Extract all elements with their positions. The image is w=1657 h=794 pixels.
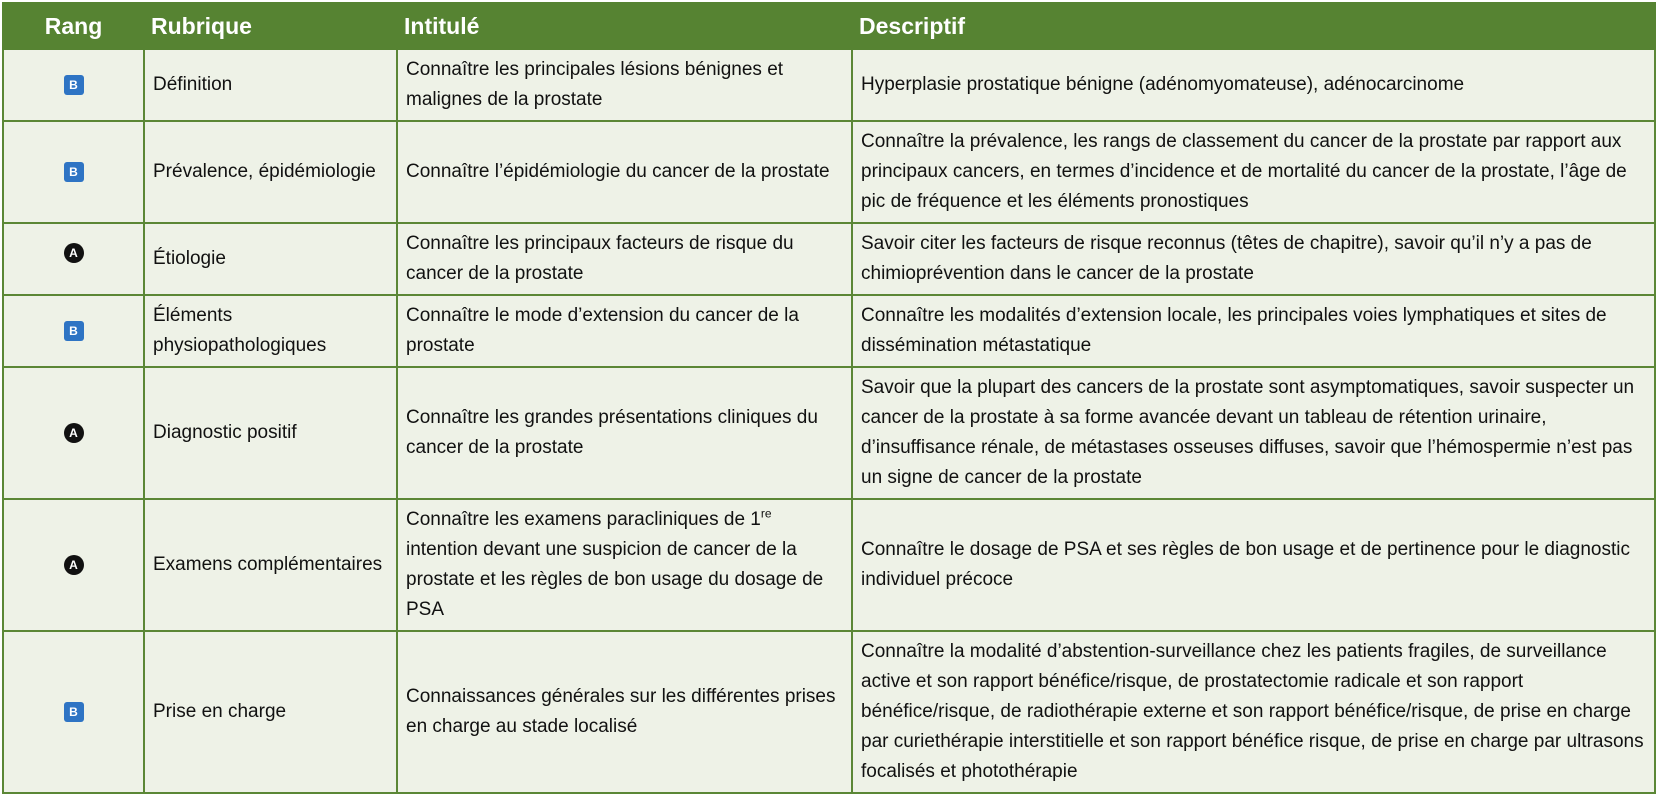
rang-cell: [3, 223, 144, 295]
rubrique-cell: Diagnostic positif: [144, 367, 397, 499]
intitule-text: Connaître les examens paracliniques de 1: [406, 509, 761, 530]
rubrique-cell: Éléments physiopathologiques: [144, 295, 397, 367]
descriptif-cell: Savoir que la plupart des cancers de la prostate sont asymptomatiques, savoir suspecter un cancer de la prostate à sa forme avancée devant un tableau de rétention urinaire, d’insuffisance rénale, de métastases osseuses diffuses, savoir que l’hémospermie n’est pas un signe de cancer de la prostate: [852, 367, 1655, 499]
rank-a-badge-icon: A: [64, 555, 84, 575]
objectives-table: [2, 2, 1656, 794]
rubrique-cell: Prise en charge: [144, 631, 397, 793]
rubrique-cell: Étiologie: [144, 223, 397, 295]
table-row: [3, 367, 1655, 499]
header-intitule: Intitulé: [397, 3, 852, 49]
descriptif-cell: Connaître la modalité d’abstention-surveillance chez les patients fragiles, de surveillance active et son rapport bénéfice/risque, de prostatectomie radicale et son rapport bénéfice/risque, de radiothérapie externe et son rapport bénéfice/risque, de prise en charge par curiethérapie interstitielle et son rapport bénéfice risque, de prise en charge par ultrasons focalisés et photothérapie: [852, 631, 1655, 793]
rang-cell: [3, 121, 144, 223]
table-row: [3, 631, 1655, 793]
descriptif-cell: Connaître la prévalence, les rangs de classement du cancer de la prostate par rapport aux principaux cancers, en termes d’incidence et de mortalité du cancer de la prostate, l’âge de pic de fréquence et les éléments pronostiques: [852, 121, 1655, 223]
rang-cell: [3, 295, 144, 367]
intitule-cell: Connaissances générales sur les différentes prises en charge au stade localisé: [397, 631, 852, 793]
intitule-cell: [397, 499, 852, 631]
table-header-row: [3, 3, 1655, 49]
intitule-cell: Connaître le mode d’extension du cancer de la prostate: [397, 295, 852, 367]
rubrique-cell: Examens complémentaires: [144, 499, 397, 631]
rank-b-badge-icon: B: [64, 702, 84, 722]
descriptif-cell: Connaître les modalités d’extension locale, les principales voies lymphatiques et sites de dissémination métastatique: [852, 295, 1655, 367]
descriptif-cell: Connaître le dosage de PSA et ses règles de bon usage et de pertinence pour le diagnostic individuel précoce: [852, 499, 1655, 631]
table-row: [3, 223, 1655, 295]
rank-b-badge-icon: B: [64, 75, 84, 95]
rang-cell: [3, 499, 144, 631]
table-row: [3, 295, 1655, 367]
intitule-cell: Connaître l’épidémiologie du cancer de la prostate: [397, 121, 852, 223]
rang-cell: [3, 49, 144, 121]
rank-b-badge-icon: B: [64, 162, 84, 182]
header-rubrique: Rubrique: [144, 3, 397, 49]
table-row: [3, 121, 1655, 223]
table-row: [3, 499, 1655, 631]
rubrique-cell: Définition: [144, 49, 397, 121]
descriptif-cell: Savoir citer les facteurs de risque reconnus (têtes de chapitre), savoir qu’il n’y a pas de chimioprévention dans le cancer de la prostate: [852, 223, 1655, 295]
intitule-cell: Connaître les principaux facteurs de risque du cancer de la prostate: [397, 223, 852, 295]
ordinal-superscript: re: [760, 506, 772, 521]
rank-b-badge-icon: B: [64, 321, 84, 341]
header-descriptif: Descriptif: [852, 3, 1655, 49]
intitule-cell: Connaître les principales lésions bénignes et malignes de la prostate: [397, 49, 852, 121]
rang-cell: [3, 367, 144, 499]
rank-a-badge-icon: A: [64, 243, 84, 263]
header-rang: Rang: [3, 3, 144, 49]
intitule-cell: Connaître les grandes présentations cliniques du cancer de la prostate: [397, 367, 852, 499]
table-row: [3, 49, 1655, 121]
descriptif-cell: Hyperplasie prostatique bénigne (adénomyomateuse), adénocarcinome: [852, 49, 1655, 121]
rang-cell: [3, 631, 144, 793]
intitule-text: intention devant une suspicion de cancer de la prostate et les règles de bon usage du dosage de PSA: [406, 539, 824, 620]
rank-a-badge-icon: A: [64, 423, 84, 443]
rubrique-cell: Prévalence, épidémiologie: [144, 121, 397, 223]
